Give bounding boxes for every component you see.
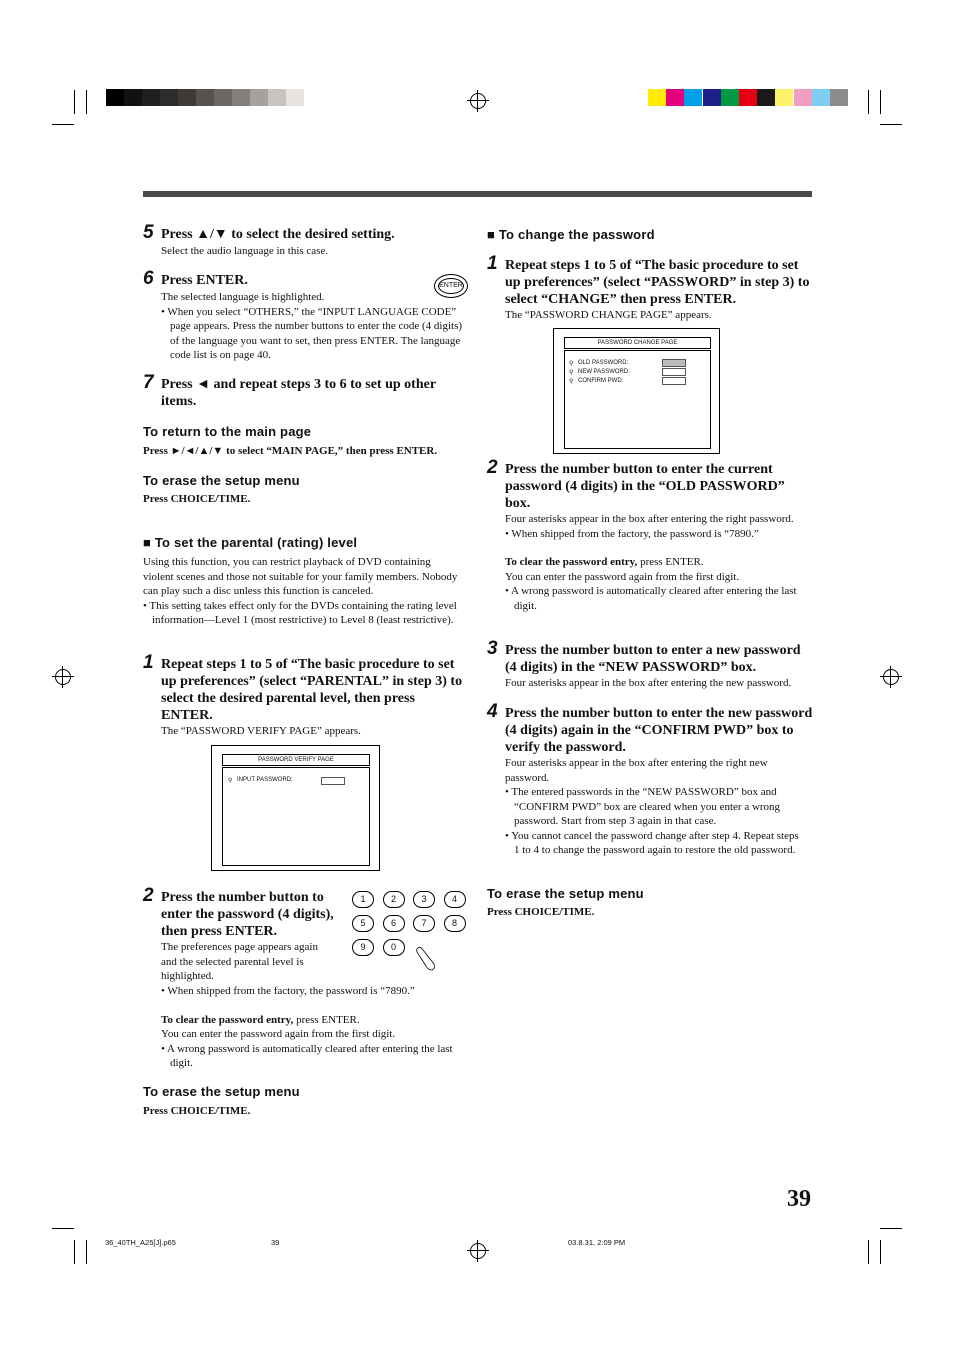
enter-icon-label: ENTER [438,278,464,294]
gray-swatch [286,89,304,106]
color-swatch [757,89,775,106]
subheading: To erase the setup menu [487,886,644,901]
number-key-2: 2 [383,891,405,908]
screen-title: PASSWORD VERIFY PAGE [222,754,370,766]
registration-mark [470,1243,486,1259]
password-verify-screen [211,745,380,871]
step-number: 1 [143,652,154,673]
gray-swatch [160,89,178,106]
step-body: The “PASSWORD VERIFY PAGE” appears. [161,725,361,737]
section-heading: ■ To change the password [487,227,655,242]
finger-press-icon [414,944,442,972]
new-password-box [662,368,686,376]
crop-mark [52,1228,74,1229]
instruction: Press CHOICE/TIME. [143,493,251,505]
number-key-5: 5 [352,915,374,932]
subheading: To erase the setup menu [143,473,300,488]
step-number: 4 [487,701,498,722]
key-icon: ⚲ [228,778,233,784]
crop-mark [880,1240,881,1264]
gray-swatch [250,89,268,106]
step-number: 2 [487,457,498,478]
section-body: Using this function, you can restrict playback of DVD containing violent scenes and those not suitable for your family members. Nobody can play such a disc unless this function is canceled. • This setting takes effect only for the DVDs containing the rating level information—Level 1 (most restrictive) to Level 8 (least restrictive). [143,556,458,626]
crop-mark [52,124,74,125]
step-heading: Repeat steps 1 to 5 of “The basic procedure to set up preferences” (select “PARENTAL” in step 3) to select the desired parental level, then press ENTER. [161,657,463,723]
number-key-0: 0 [383,939,405,956]
screen-title: PASSWORD CHANGE PAGE [564,337,711,349]
step-heading: Repeat steps 1 to 5 of “The basic procedure to set up preferences” (select “PASSWORD” in step 3) to select “CHANGE” then press ENTER. [505,258,810,307]
number-key-3: 3 [413,891,435,908]
step-heading: Press ENTER. [161,273,248,288]
subheading: To return to the main page [143,424,312,439]
step-body: Four asterisks appear in the box after entering the new password. [505,677,792,689]
step-body: The selected language is highlighted. • When you select “OTHERS,” the “INPUT LANGUAGE CODE” page appears. Press the number buttons to enter the code (4 digits) of the language you want to set, then press ENTER. The language code list is on page 40. [161,291,463,361]
crop-mark [880,124,902,125]
step-heading: Press the number button to enter a new password (4 digits) in the “NEW PASSWORD” box. [505,643,801,675]
crop-mark [880,90,881,114]
footer-date: 03.8.31, 2:09 PM [568,1238,626,1247]
color-swatch [739,89,757,106]
step-heading: Press ◄ and repeat steps 3 to 6 to set up other items. [161,377,436,409]
crop-mark [86,90,87,114]
gray-swatch [196,89,214,106]
color-swatch [684,89,702,106]
gray-swatch [214,89,232,106]
number-key-8: 8 [444,915,466,932]
gray-swatch [106,89,124,106]
color-swatch [721,89,739,106]
number-key-1: 1 [352,891,374,908]
confirm-pwd-box [662,377,686,385]
step-body: • When shipped from the factory, the password is “7890.” To clear the password entry, press ENTER. You can enter the password again from the first digit. • A wrong password is automatically cleared after entering the last digit. [161,985,453,1069]
step-body: Select the audio language in this case. [161,245,329,257]
crop-mark [74,90,75,114]
number-key-7: 7 [413,915,435,932]
color-swatch [794,89,812,106]
step-heading: Press the number button to enter the new password (4 digits) again in the “CONFIRM PWD” box to verify the password. [505,706,813,755]
gray-swatch [178,89,196,106]
step-number: 6 [143,268,154,289]
registration-mark [883,669,899,685]
step-body: Four asterisks appear in the box after entering the right new password. • The entered passwords in the “NEW PASSWORD” box and “CONFIRM PWD” box are cleared when you enter a wrong password. Start from step 3 again in that case. • You cannot cancel the password change after step 4. Repeat steps 1 to 4 to change the password again to restore the old password. [505,757,799,856]
color-swatch [666,89,684,106]
step-number: 2 [143,885,154,906]
crop-mark [880,1228,902,1229]
gray-swatch [268,89,286,106]
color-swatch [830,89,848,106]
key-icon: ⚲ [569,379,574,385]
step-body: Four asterisks appear in the box after entering the right password. • When shipped from the factory, the password is “7890.” To clear the password entry, press ENTER. You can enter the password again from the first digit. • A wrong password is automatically cleared after entering the last digit. [505,513,797,612]
crop-mark [74,1240,75,1264]
number-key-6: 6 [383,915,405,932]
color-swatch [703,89,721,106]
step-number: 1 [487,253,498,274]
header-rule [143,191,812,197]
instruction: Press CHOICE/TIME. [487,906,595,918]
page-number: 39 [787,1186,811,1212]
gray-swatch [124,89,142,106]
color-swatch [775,89,793,106]
key-icon: ⚲ [569,370,574,376]
number-key-9: 9 [352,939,374,956]
number-key-4: 4 [444,891,466,908]
enter-button-icon [434,274,468,298]
gray-swatch [142,89,160,106]
step-body: The preferences page appears again and the selected parental level is highlighted. [161,941,318,982]
instruction: Press ►/◄/▲/▼ to select “MAIN PAGE,” then press ENTER. [143,445,438,457]
input-password-box [321,777,345,785]
step-number: 3 [487,638,498,659]
input-password-label: INPUT PASSWORD: [237,777,293,783]
step-number: 7 [143,372,154,393]
password-change-screen [553,328,720,454]
registration-mark [55,669,71,685]
key-icon: ⚲ [569,361,574,367]
section-heading: ■ To set the parental (rating) level [143,535,358,550]
step-heading: Press ▲/▼ to select the desired setting. [161,227,395,242]
footer-page: 39 [271,1238,280,1247]
instruction: Press CHOICE/TIME. [143,1105,251,1117]
color-swatch [812,89,830,106]
old-password-label: OLD PASSWORD: [578,360,629,366]
step-heading: Press the number button to enter the current password (4 digits) in the “OLD PASSWORD” box. [505,462,785,511]
old-password-box [662,359,686,367]
step-body: The “PASSWORD CHANGE PAGE” appears. [505,309,712,321]
color-swatch [648,89,666,106]
footer-filename: 36_40TH_A25[J].p65 [105,1238,176,1247]
new-password-label: NEW PASSWORD: [578,369,630,375]
subheading: To erase the setup menu [143,1084,300,1099]
registration-mark [470,93,486,109]
crop-mark [868,90,869,114]
step-heading: Press the number button to enter the password (4 digits), then press ENTER. [161,890,334,939]
crop-mark [868,1240,869,1264]
gray-swatch [232,89,250,106]
crop-mark [86,1240,87,1264]
confirm-pwd-label: CONFIRM PWD: [578,378,624,384]
step-number: 5 [143,222,154,243]
